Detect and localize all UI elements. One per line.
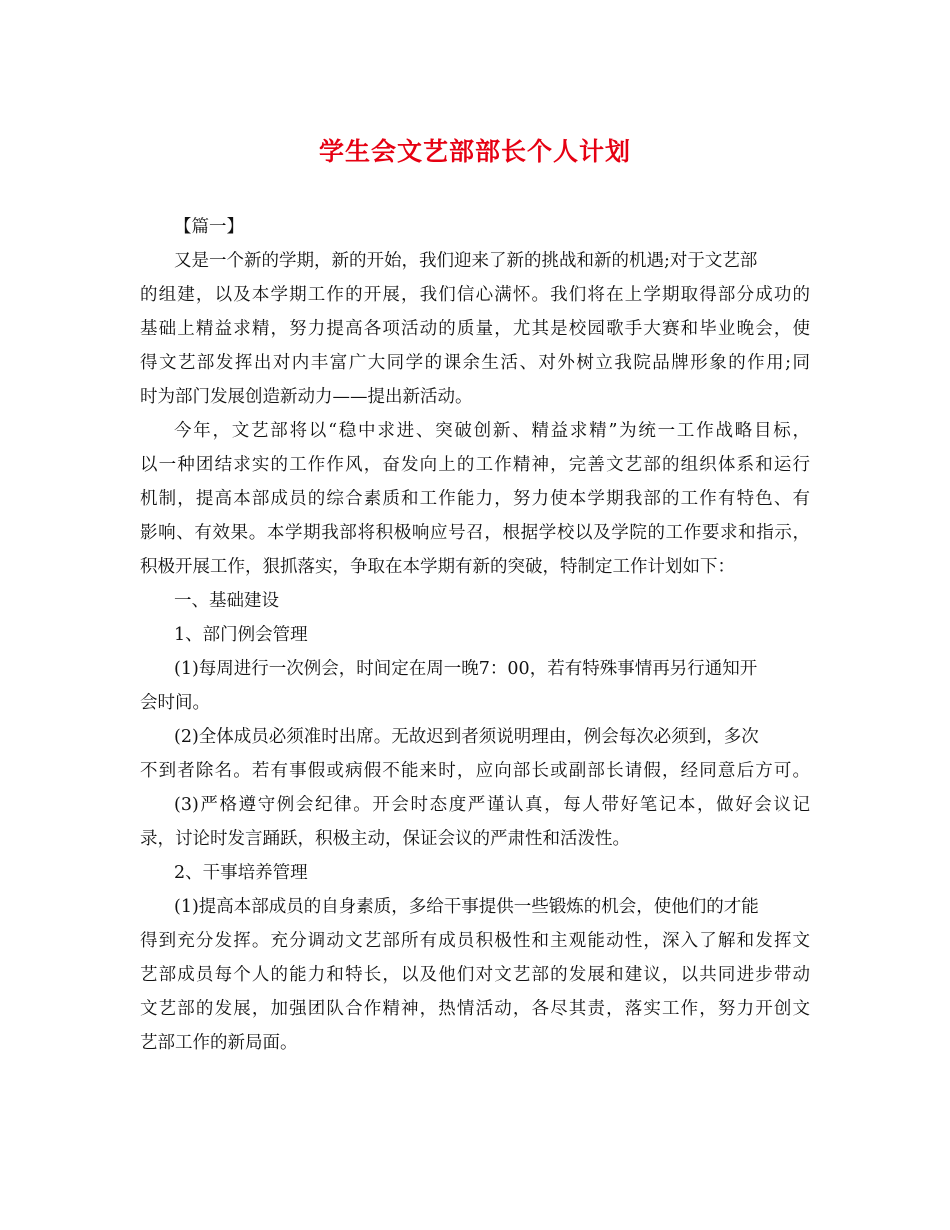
text-line: 积极开展工作，狠抓落实，争取在本学期有新的突破，特制定工作计划如下： (140, 557, 735, 577)
text-line: 时为部门发展创造新动力——提出新活动。 (140, 387, 473, 407)
text-line: (1)提高本部成员的自身素质，多给干事提供一些锻炼的机会，使他们的才能 (174, 897, 759, 917)
text-line: (2)全体成员必须准时出席。无故迟到者须说明理由，例会每次必须到，多次 (174, 727, 759, 747)
text-line: 影响、有效果。本学期我部将积极响应号召，根据学校以及学院的工作要求和指示， (140, 523, 810, 543)
text-line: 艺部工作的新局面。 (140, 1033, 298, 1053)
text-line: 的组建，以及本学期工作的开展，我们信心满怀。我们将在上学期取得部分成功的 (140, 285, 810, 305)
text-line: 以一种团结求实的工作作风，奋发向上的工作精神，完善文艺部的组织体系和运行 (140, 455, 810, 475)
text-line: 基础上精益求精，努力提高各项活动的质量，尤其是校园歌手大赛和毕业晚会，使 (140, 319, 810, 339)
text-line: 【篇一】 (174, 217, 244, 237)
text-line: 又是一个新的学期，新的开始，我们迎来了新的挑战和新的机遇;对于文艺部 (174, 251, 758, 271)
document-body (140, 210, 810, 1060)
text-line: 得文艺部发挥出对内丰富广大同学的课余生活、对外树立我院品牌形象的作用;同 (140, 353, 810, 373)
text-line: 得到充分发挥。充分调动文艺部所有成员积极性和主观能动性，深入了解和发挥文 (140, 931, 810, 951)
text-line: 不到者除名。若有事假或病假不能来时，应向部长或副部长请假，经同意后方可。 (140, 761, 810, 781)
text-line: 1、部门例会管理 (174, 625, 308, 645)
text-line: 一、基础建设 (174, 591, 279, 611)
text-line: 录，讨论时发言踊跃，积极主动，保证会议的严肃性和活泼性。 (140, 829, 630, 849)
text-line: 今年，文艺部将以“稳中求进、突破创新、精益求精”为统一工作战略目标， (174, 421, 810, 441)
text-line: 文艺部的发展，加强团队合作精神，热情活动，各尽其责，落实工作，努力开创文 (140, 999, 810, 1019)
text-line: 机制，提高本部成员的综合素质和工作能力，努力使本学期我部的工作有特色、有 (140, 489, 810, 509)
text-line: 会时间。 (140, 693, 210, 713)
text-line: 艺部成员每个人的能力和特长，以及他们对文艺部的发展和建议，以共同进步带动 (140, 965, 810, 985)
text-line: (1)每周进行一次例会，时间定在周一晚7：00，若有特殊事情再另行通知开 (174, 659, 758, 679)
text-line: (3)严格遵守例会纪律。开会时态度严谨认真，每人带好笔记本，做好会议记 (174, 795, 810, 815)
document-title: 学生会文艺部部长个人计划 (318, 137, 631, 166)
text-line: 2、干事培养管理 (174, 863, 308, 883)
